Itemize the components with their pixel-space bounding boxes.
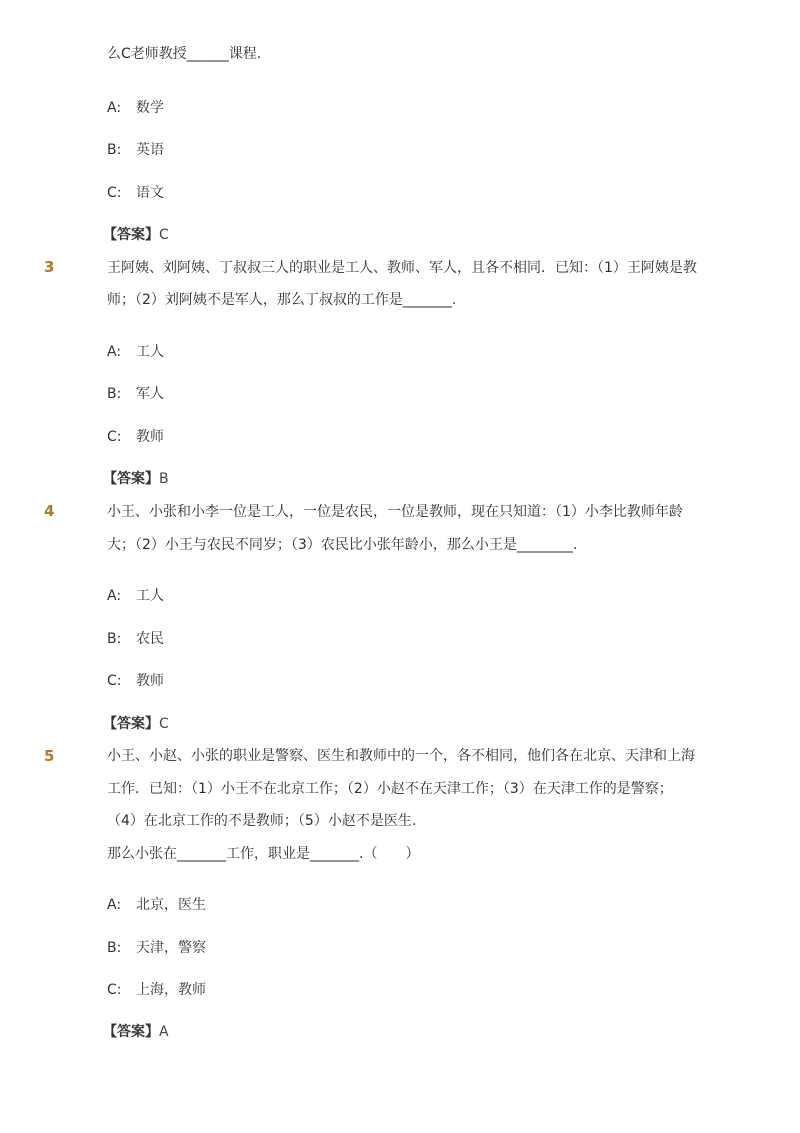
option-letter: C: bbox=[107, 673, 122, 689]
option-text: 语文 bbox=[136, 185, 164, 201]
answer-value: C bbox=[159, 227, 169, 243]
answer-label: 【答案】 bbox=[103, 471, 159, 487]
q3-answer bbox=[103, 469, 169, 489]
option-letter: A: bbox=[107, 344, 122, 360]
option-letter: C: bbox=[107, 429, 122, 445]
option-text: 工人 bbox=[136, 588, 164, 604]
q2-option-c bbox=[107, 183, 164, 203]
q2-option-a bbox=[107, 98, 164, 118]
q4-number: 4 bbox=[44, 502, 55, 520]
q5-number: 5 bbox=[44, 747, 55, 765]
q5-option-b bbox=[107, 938, 206, 958]
option-letter: C: bbox=[107, 185, 122, 201]
option-text: 北京，医生 bbox=[136, 897, 206, 913]
answer-label: 【答案】 bbox=[103, 1024, 159, 1040]
q3-number: 3 bbox=[44, 258, 55, 276]
option-text: 军人 bbox=[136, 386, 164, 402]
q3-stem-line-1: 王阿姨、刘阿姨、丁叔叔三人的职业是工人、教师、军人，且各不相同．已知：（1）王阿姨是教 bbox=[107, 260, 697, 276]
q4-option-c bbox=[107, 671, 164, 691]
q3-option-a bbox=[107, 342, 164, 362]
option-letter: B: bbox=[107, 940, 122, 956]
option-letter: A: bbox=[107, 588, 122, 604]
q5-stem-line-1: 小王、小赵、小张的职业是警察、医生和教师中的一个，各不相同，他们各在北京、天津和上海 bbox=[107, 748, 695, 764]
option-text: 数学 bbox=[136, 100, 164, 116]
option-text: 教师 bbox=[136, 429, 164, 445]
option-text: 教师 bbox=[136, 673, 164, 689]
q2-option-b bbox=[107, 140, 164, 160]
q4-stem-line-2: 大；（2）小王与农民不同岁；（3）农民比小张年龄小，那么小王是________. bbox=[107, 537, 578, 553]
q4-option-a bbox=[107, 586, 164, 606]
option-text: 英语 bbox=[136, 142, 164, 158]
q5-answer bbox=[103, 1022, 169, 1042]
answer-label: 【答案】 bbox=[103, 716, 159, 732]
q3-stem-line-2: 师；（2）刘阿姨不是军人，那么丁叔叔的工作是_______. bbox=[107, 292, 457, 308]
answer-value: A bbox=[159, 1024, 169, 1040]
q3-option-b bbox=[107, 384, 164, 404]
q5-stem-line-3: （4）在北京工作的不是教师；（5）小赵不是医生. bbox=[107, 813, 417, 829]
q2-stem-line: 么C老师教授______课程. bbox=[107, 46, 262, 62]
option-letter: B: bbox=[107, 386, 122, 402]
option-letter: B: bbox=[107, 631, 122, 647]
q5-option-c bbox=[107, 980, 206, 1000]
option-text: 上海，教师 bbox=[136, 982, 206, 998]
q5-stem-line-4: 那么小张在_______工作，职业是_______.（ ） bbox=[107, 846, 420, 862]
q4-option-b bbox=[107, 629, 164, 649]
q3-option-c bbox=[107, 427, 164, 447]
option-text: 天津，警察 bbox=[136, 940, 206, 956]
option-letter: B: bbox=[107, 142, 122, 158]
option-letter: C: bbox=[107, 982, 122, 998]
q2-answer bbox=[103, 225, 169, 245]
q4-stem-line-1: 小王、小张和小李一位是工人，一位是农民，一位是教师，现在只知道：（1）小李比教师年龄 bbox=[107, 504, 683, 520]
q5-option-a bbox=[107, 895, 206, 915]
answer-value: B bbox=[159, 471, 169, 487]
option-letter: A: bbox=[107, 897, 122, 913]
option-letter: A: bbox=[107, 100, 122, 116]
option-text: 工人 bbox=[136, 344, 164, 360]
q4-answer bbox=[103, 714, 169, 734]
q5-stem-line-2: 工作．已知：（1）小王不在北京工作；（2）小赵不在天津工作；（3）在天津工作的是警察； bbox=[107, 781, 673, 797]
answer-label: 【答案】 bbox=[103, 227, 159, 243]
answer-value: C bbox=[159, 716, 169, 732]
option-text: 农民 bbox=[136, 631, 164, 647]
